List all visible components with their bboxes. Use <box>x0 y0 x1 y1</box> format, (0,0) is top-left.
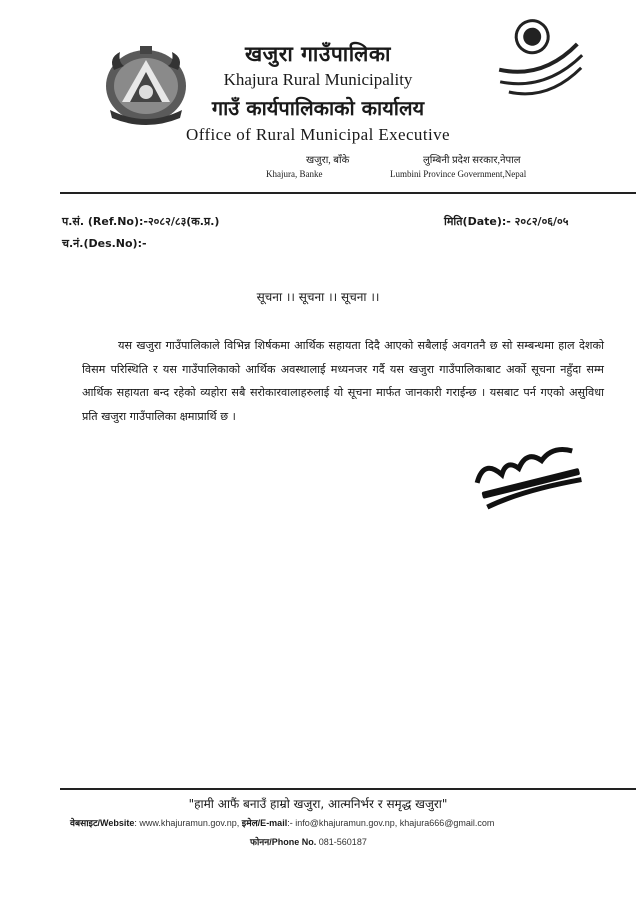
footer-divider <box>60 788 636 790</box>
phone-label: फोनन/Phone No. <box>250 837 317 847</box>
website-link[interactable]: www.khajuramun.gov.np, <box>139 818 240 828</box>
notice-body: यस खजुरा गाउँपालिकाले विभिन्न शिर्षकमा आर्थिक सहायता दिदै आएको सबैलाई अवगतनै छ सो सम्बन्धमा हाल देशको विसम परिस्थिति र यस गाउँपालिकाको आर्थिक अवस्थालाई मध्यनजर गर्दै यस खजुरा गाउँपालिकाबाट अर्को सूचना नहुँदा सम्म आर्थिक सहायता बन्द रहेको व्यहोरा सबै सरोकारवालाहरुलाई यो सूचना मार्फत जानकारी गराईन्छ । यसबाट पर्न गएको असुविधा प्रति खजुरा गाउँपालिका क्षमाप्रार्थि छ । <box>82 339 604 423</box>
footer-contact-line: वेबसाइट/Website: www.khajuramun.gov.np, इमेल/E-mail:- info@khajuramun.gov.np, khajura666@gmail.com <box>70 818 495 828</box>
address-english-left: Khajura, Banke <box>266 169 323 179</box>
office-name-nepali: गाउँ कार्यपालिकाको कार्यालय <box>211 96 425 120</box>
address-nepali-left: खजुरा, बाँके <box>306 155 350 166</box>
reference-number: प.सं. (Ref.No):-२०८२/८३(क.प्र.) <box>62 215 220 228</box>
email-link[interactable]: info@khajuramun.gov.np, khajura666@gmail.com <box>295 818 495 828</box>
footer-slogan: "हामी आफैं बनाउँ हाम्रो खजुरा, आत्मनिर्भर र समृद्ध खजुरा" <box>188 797 448 811</box>
official-stamp <box>488 10 588 110</box>
header-divider <box>60 192 636 194</box>
address-nepali-right: लुम्बिनी प्रदेश सरकार,नेपाल <box>423 155 521 166</box>
letter-date: मिति(Date):- २०८२/०६/०५ <box>444 215 569 228</box>
footer-phone-line <box>250 835 367 848</box>
notice-title: सूचना ।। सूचना ।। सूचना ।। <box>256 290 380 304</box>
dispatch-number: च.नं.(Des.No):- <box>62 237 147 250</box>
municipality-name-nepali: खजुरा गाउँपालिका <box>245 41 391 66</box>
email-label: इमेल/E-mail <box>241 818 288 828</box>
office-name-english: Office of Rural Municipal Executive <box>186 125 450 144</box>
address-english-right: Lumbini Province Government,Nepal <box>390 169 527 179</box>
municipality-name-english: Khajura Rural Municipality <box>223 70 413 89</box>
signature-stamp <box>460 440 600 520</box>
phone-number[interactable]: 081-560187 <box>318 837 367 847</box>
website-label: वेबसाइट/Website <box>70 818 135 828</box>
